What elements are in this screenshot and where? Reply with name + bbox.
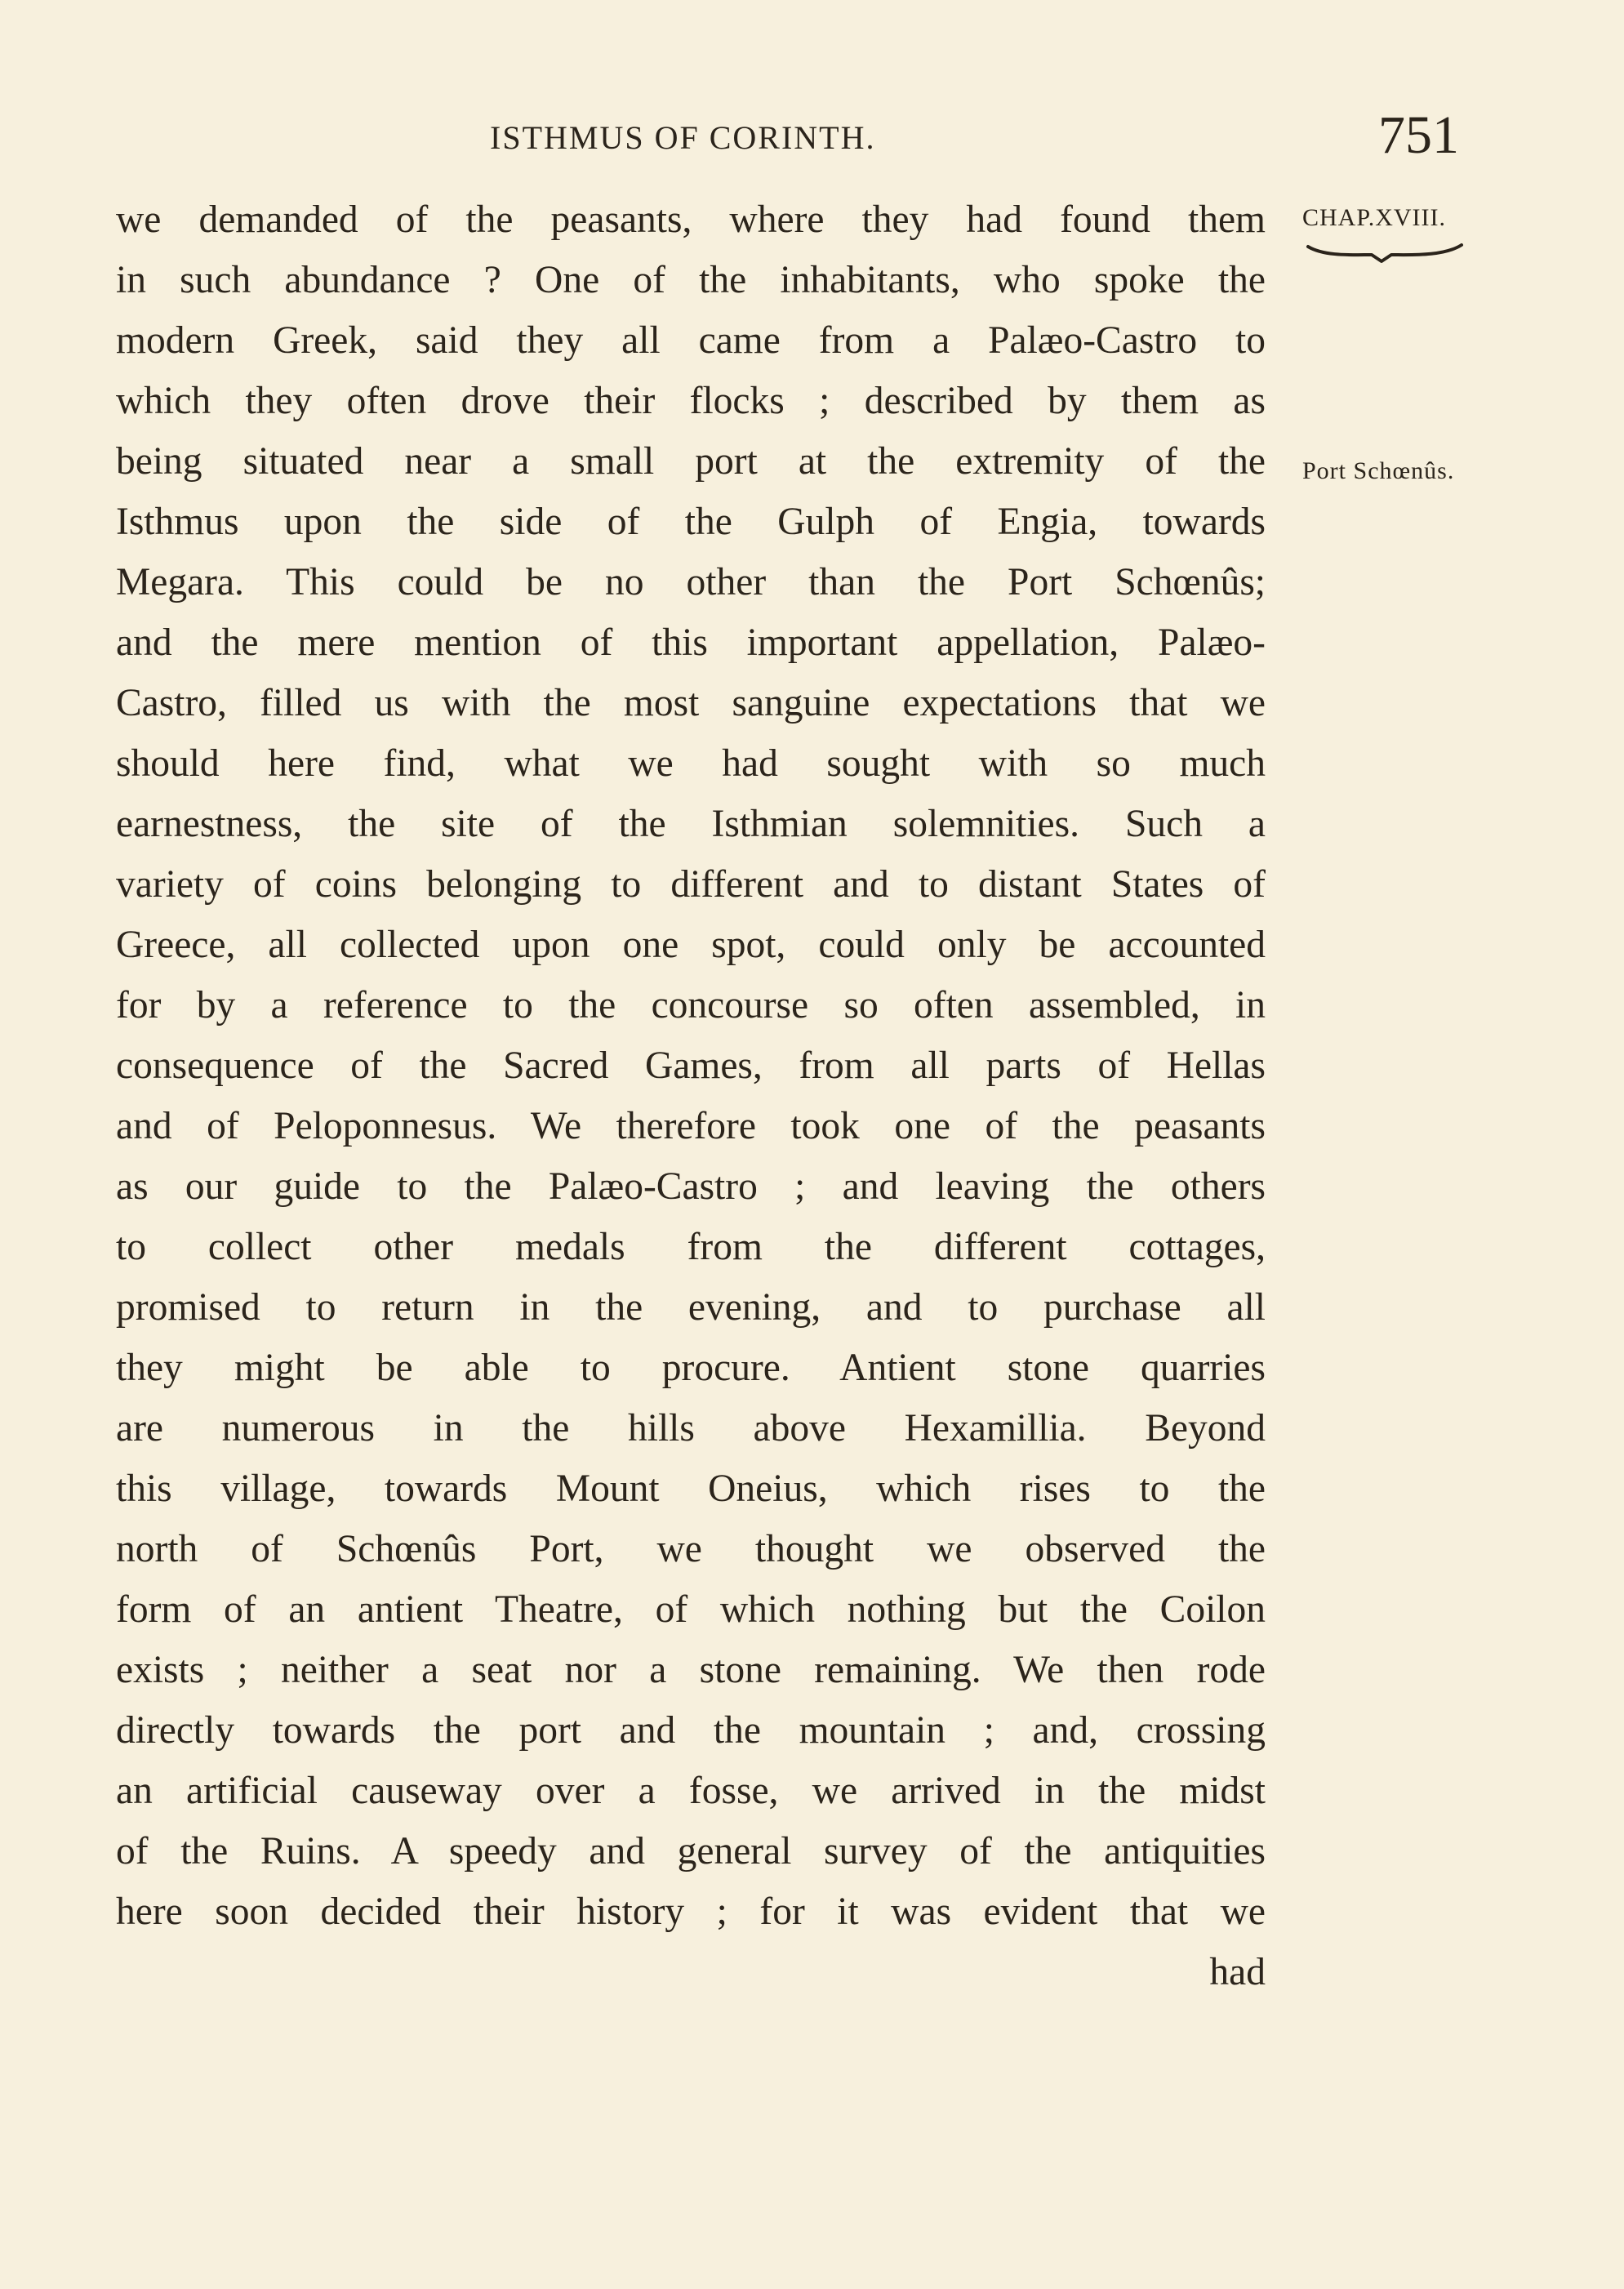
page-number: 751 <box>1378 105 1459 165</box>
text-line: an artificial causeway over a fosse, we arrived in the midst <box>116 1770 1266 1812</box>
text-line: consequence of the Sacred Games, from all parts of Hellas <box>116 1044 1266 1087</box>
text-line: here soon decided their history ; for it was evident that we <box>116 1890 1266 1933</box>
text-line: variety of coins belonging to different and to distant States of <box>116 863 1266 906</box>
text-line: modern Greek, said they all came from a Palæo-Castro to <box>116 319 1266 362</box>
text-line: in such abundance ? One of the inhabitants, who spoke the <box>116 259 1266 301</box>
chapter-brace-rule <box>1305 238 1466 266</box>
text-line: exists ; neither a seat nor a stone remaining. We then rode <box>116 1649 1266 1691</box>
text-line: north of Schœnûs Port, we thought we observed the <box>116 1528 1266 1570</box>
text-line: and of Peloponnesus. We therefore took one of the peasants <box>116 1105 1266 1147</box>
page-header <box>0 0 1624 180</box>
text-line: as our guide to the Palæo-Castro ; and leaving the others <box>116 1165 1266 1208</box>
text-line: we demanded of the peasants, where they had found them <box>116 198 1266 241</box>
port-margin-note: Port Schœnûs. <box>1302 457 1455 484</box>
text-line: are numerous in the hills above Hexamillia. Beyond <box>116 1407 1266 1450</box>
text-line: earnestness, the site of the Isthmian solemnities. Such a <box>116 803 1266 845</box>
text-line: form of an antient Theatre, of which nothing but the Coilon <box>116 1588 1266 1631</box>
text-line: promised to return in the evening, and to purchase all <box>116 1286 1266 1329</box>
chapter-margin-note: CHAP.XVIII. <box>1302 204 1446 231</box>
text-line: and the mere mention of this important appellation, Palæo- <box>116 621 1266 664</box>
text-line: which they often drove their flocks ; described by them as <box>116 380 1266 422</box>
text-line: Castro, filled us with the most sanguine expectations that we <box>116 682 1266 724</box>
text-line: this village, towards Mount Oneius, which rises to the <box>116 1467 1266 1510</box>
text-line: for by a reference to the concourse so often assembled, in <box>116 984 1266 1026</box>
text-line: should here find, what we had sought with so much <box>116 742 1266 785</box>
text-line: they might be able to procure. Antient stone quarries <box>116 1347 1266 1389</box>
text-line: Greece, all collected upon one spot, could only be accounted <box>116 924 1266 966</box>
catchword-line: had <box>1209 1951 1266 1993</box>
text-line: Isthmus upon the side of the Gulph of Engia, towards <box>116 501 1266 543</box>
text-line: being situated near a small port at the extremity of the <box>116 440 1266 483</box>
text-line: Megara. This could be no other than the Port Schœnûs; <box>116 561 1266 603</box>
main-text-block <box>116 189 1266 2002</box>
text-line: directly towards the port and the mountain ; and, crossing <box>116 1709 1266 1752</box>
text-line: of the Ruins. A speedy and general survey of the antiquities <box>116 1830 1266 1873</box>
text-line: to collect other medals from the different cottages, <box>116 1226 1266 1268</box>
running-head: ISTHMUS OF CORINTH. <box>490 119 876 156</box>
